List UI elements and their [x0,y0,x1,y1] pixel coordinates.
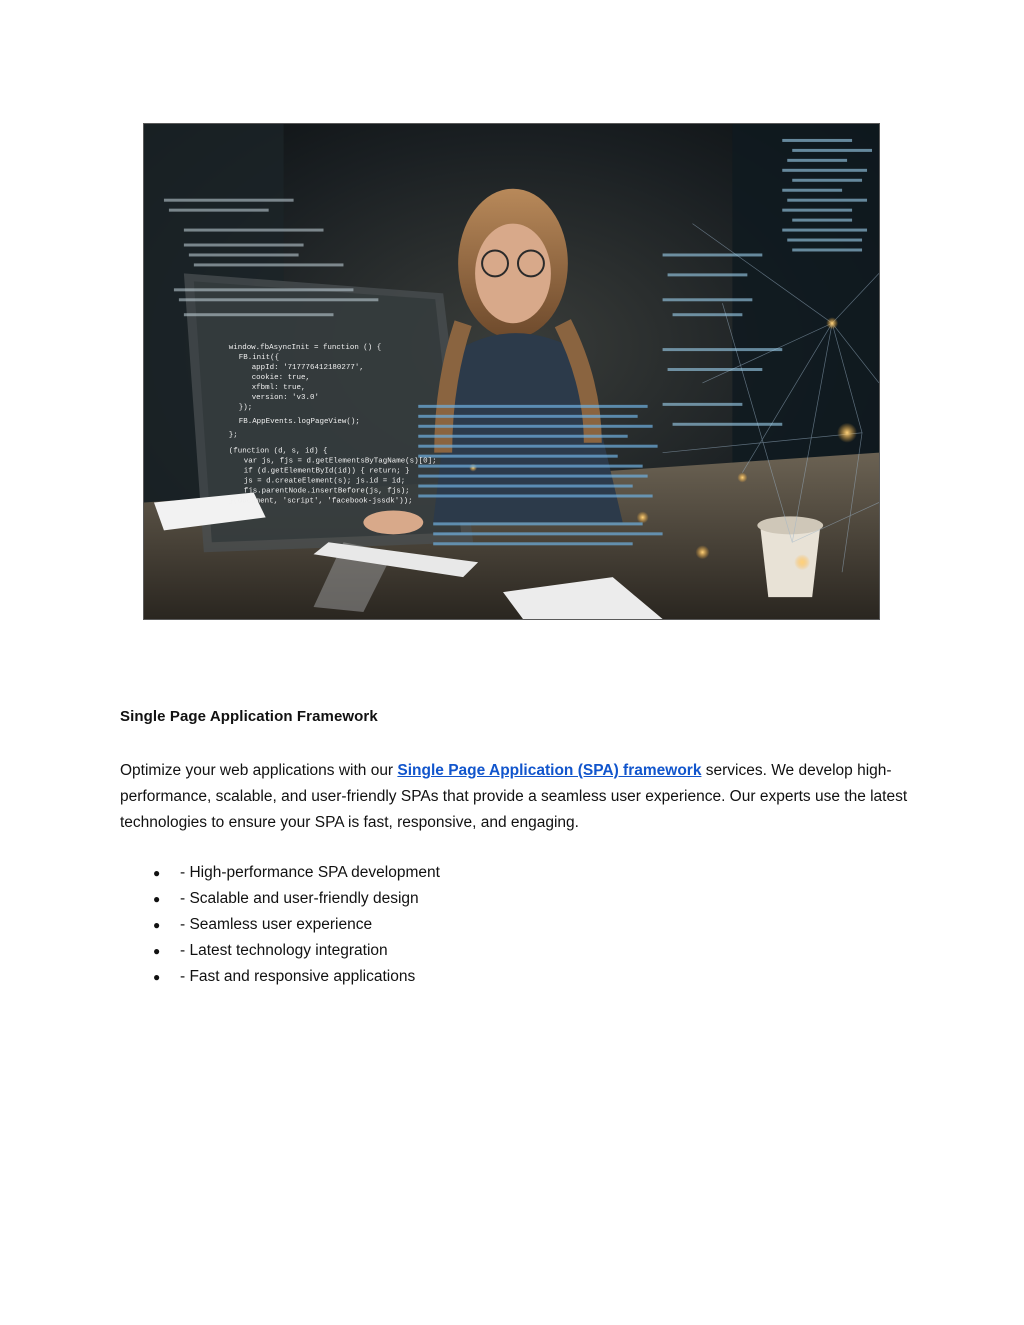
spa-framework-link[interactable]: Single Page Application (SPA) framework [397,762,702,779]
code-line: FB.AppEvents.logPageView(); [238,417,360,426]
code-line: xfbml: true, [251,383,306,392]
code-line: }; [228,431,238,440]
bullet-icon: ● [153,944,161,958]
bullet-icon: ● [153,918,161,932]
code-line: cookie: true, [251,373,311,382]
list-item-text: - Seamless user experience [180,916,373,933]
code-line: var js, fjs = d.getElementsByTagName(s)[0]; [243,457,437,466]
code-line: }); [238,403,253,412]
code-line: window.fbAsyncInit = function () { [228,344,382,353]
code-line: fjs.parentNode.insertBefore(js, fjs); [243,487,410,496]
code-line: }(document, 'script', 'facebook-jssdk')); [228,497,413,506]
list-item [120,938,440,964]
intro-text-before-link: Optimize your web applications with our [120,762,398,779]
intro-text-after-link: services. We develop high-performance, scalable, and user-friendly SPAs that provide a seamless user experience. Our experts use the latest technologies to ensure your SPA is fast, responsive, and engaging. [120,762,908,831]
code-line: appId: '717776412180277', [251,364,364,373]
intro-paragraph [120,758,920,836]
list-item [120,912,440,938]
list-item [120,964,440,990]
list-item-text: - Latest technology integration [180,942,388,959]
code-line: version: 'v3.0' [251,393,319,402]
bullet-icon: ● [153,970,161,984]
code-line: FB.init({ [238,354,280,363]
list-item-text: - Fast and responsive applications [180,968,416,985]
code-line: if (d.getElementById(id)) { return; } [243,467,410,476]
list-item [120,860,440,886]
feature-list [120,860,440,990]
list-item [120,886,440,912]
code-line: js = d.createElement(s); js.id = id; [243,477,406,486]
section-heading: Single Page Application Framework [120,708,378,725]
bullet-icon: ● [153,892,161,906]
hero-image [143,123,880,620]
code-line: (function (d, s, id) { [228,447,328,456]
list-item-text: - Scalable and user-friendly design [180,890,419,907]
developer-workspace-image [144,124,879,619]
bullet-icon: ● [153,866,161,880]
list-item-text: - High-performance SPA development [180,864,440,881]
